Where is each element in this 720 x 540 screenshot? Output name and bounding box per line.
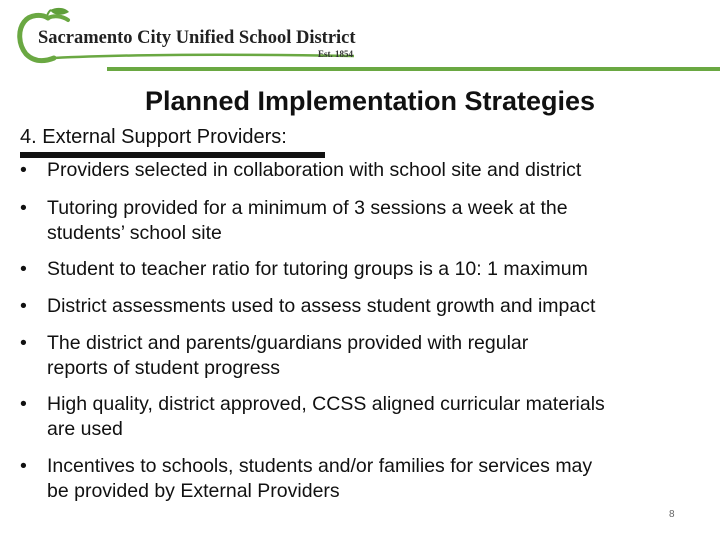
established-label: Est. 1854 <box>318 49 354 59</box>
list-item-text: Providers selected in collaboration with school site and district <box>47 159 582 181</box>
bullet-marker: • <box>20 258 27 280</box>
bullet-marker: • <box>20 455 27 477</box>
bullet-marker: • <box>20 393 27 415</box>
bullet-marker: • <box>20 159 27 181</box>
list-item-text: Incentives to schools, students and/or families for services may be provided by External Providers <box>47 455 593 502</box>
slide-header <box>0 0 720 72</box>
list-item-text: District assessments used to assess student growth and impact <box>47 295 596 317</box>
list-item-text: High quality, district approved, CCSS aligned curricular materials are used <box>47 393 605 440</box>
list-item-text: Student to teacher ratio for tutoring groups is a 10: 1 maximum <box>47 258 588 280</box>
page-number: 8 <box>669 509 675 520</box>
list-item-text: Tutoring provided for a minimum of 3 sessions a week at the students’ school site <box>47 197 568 244</box>
district-logo <box>14 6 364 66</box>
list-item-text: The district and parents/guardians provided with regular reports of student progress <box>47 332 529 379</box>
header-divider <box>107 67 720 71</box>
bullet-marker: • <box>20 332 27 354</box>
slide-title: Planned Implementation Strategies <box>144 86 596 116</box>
bullet-marker: • <box>20 295 27 317</box>
bullet-marker: • <box>20 197 27 219</box>
district-name: Sacramento City Unified School District <box>38 28 356 48</box>
section-heading: 4. External Support Providers: <box>20 126 287 148</box>
